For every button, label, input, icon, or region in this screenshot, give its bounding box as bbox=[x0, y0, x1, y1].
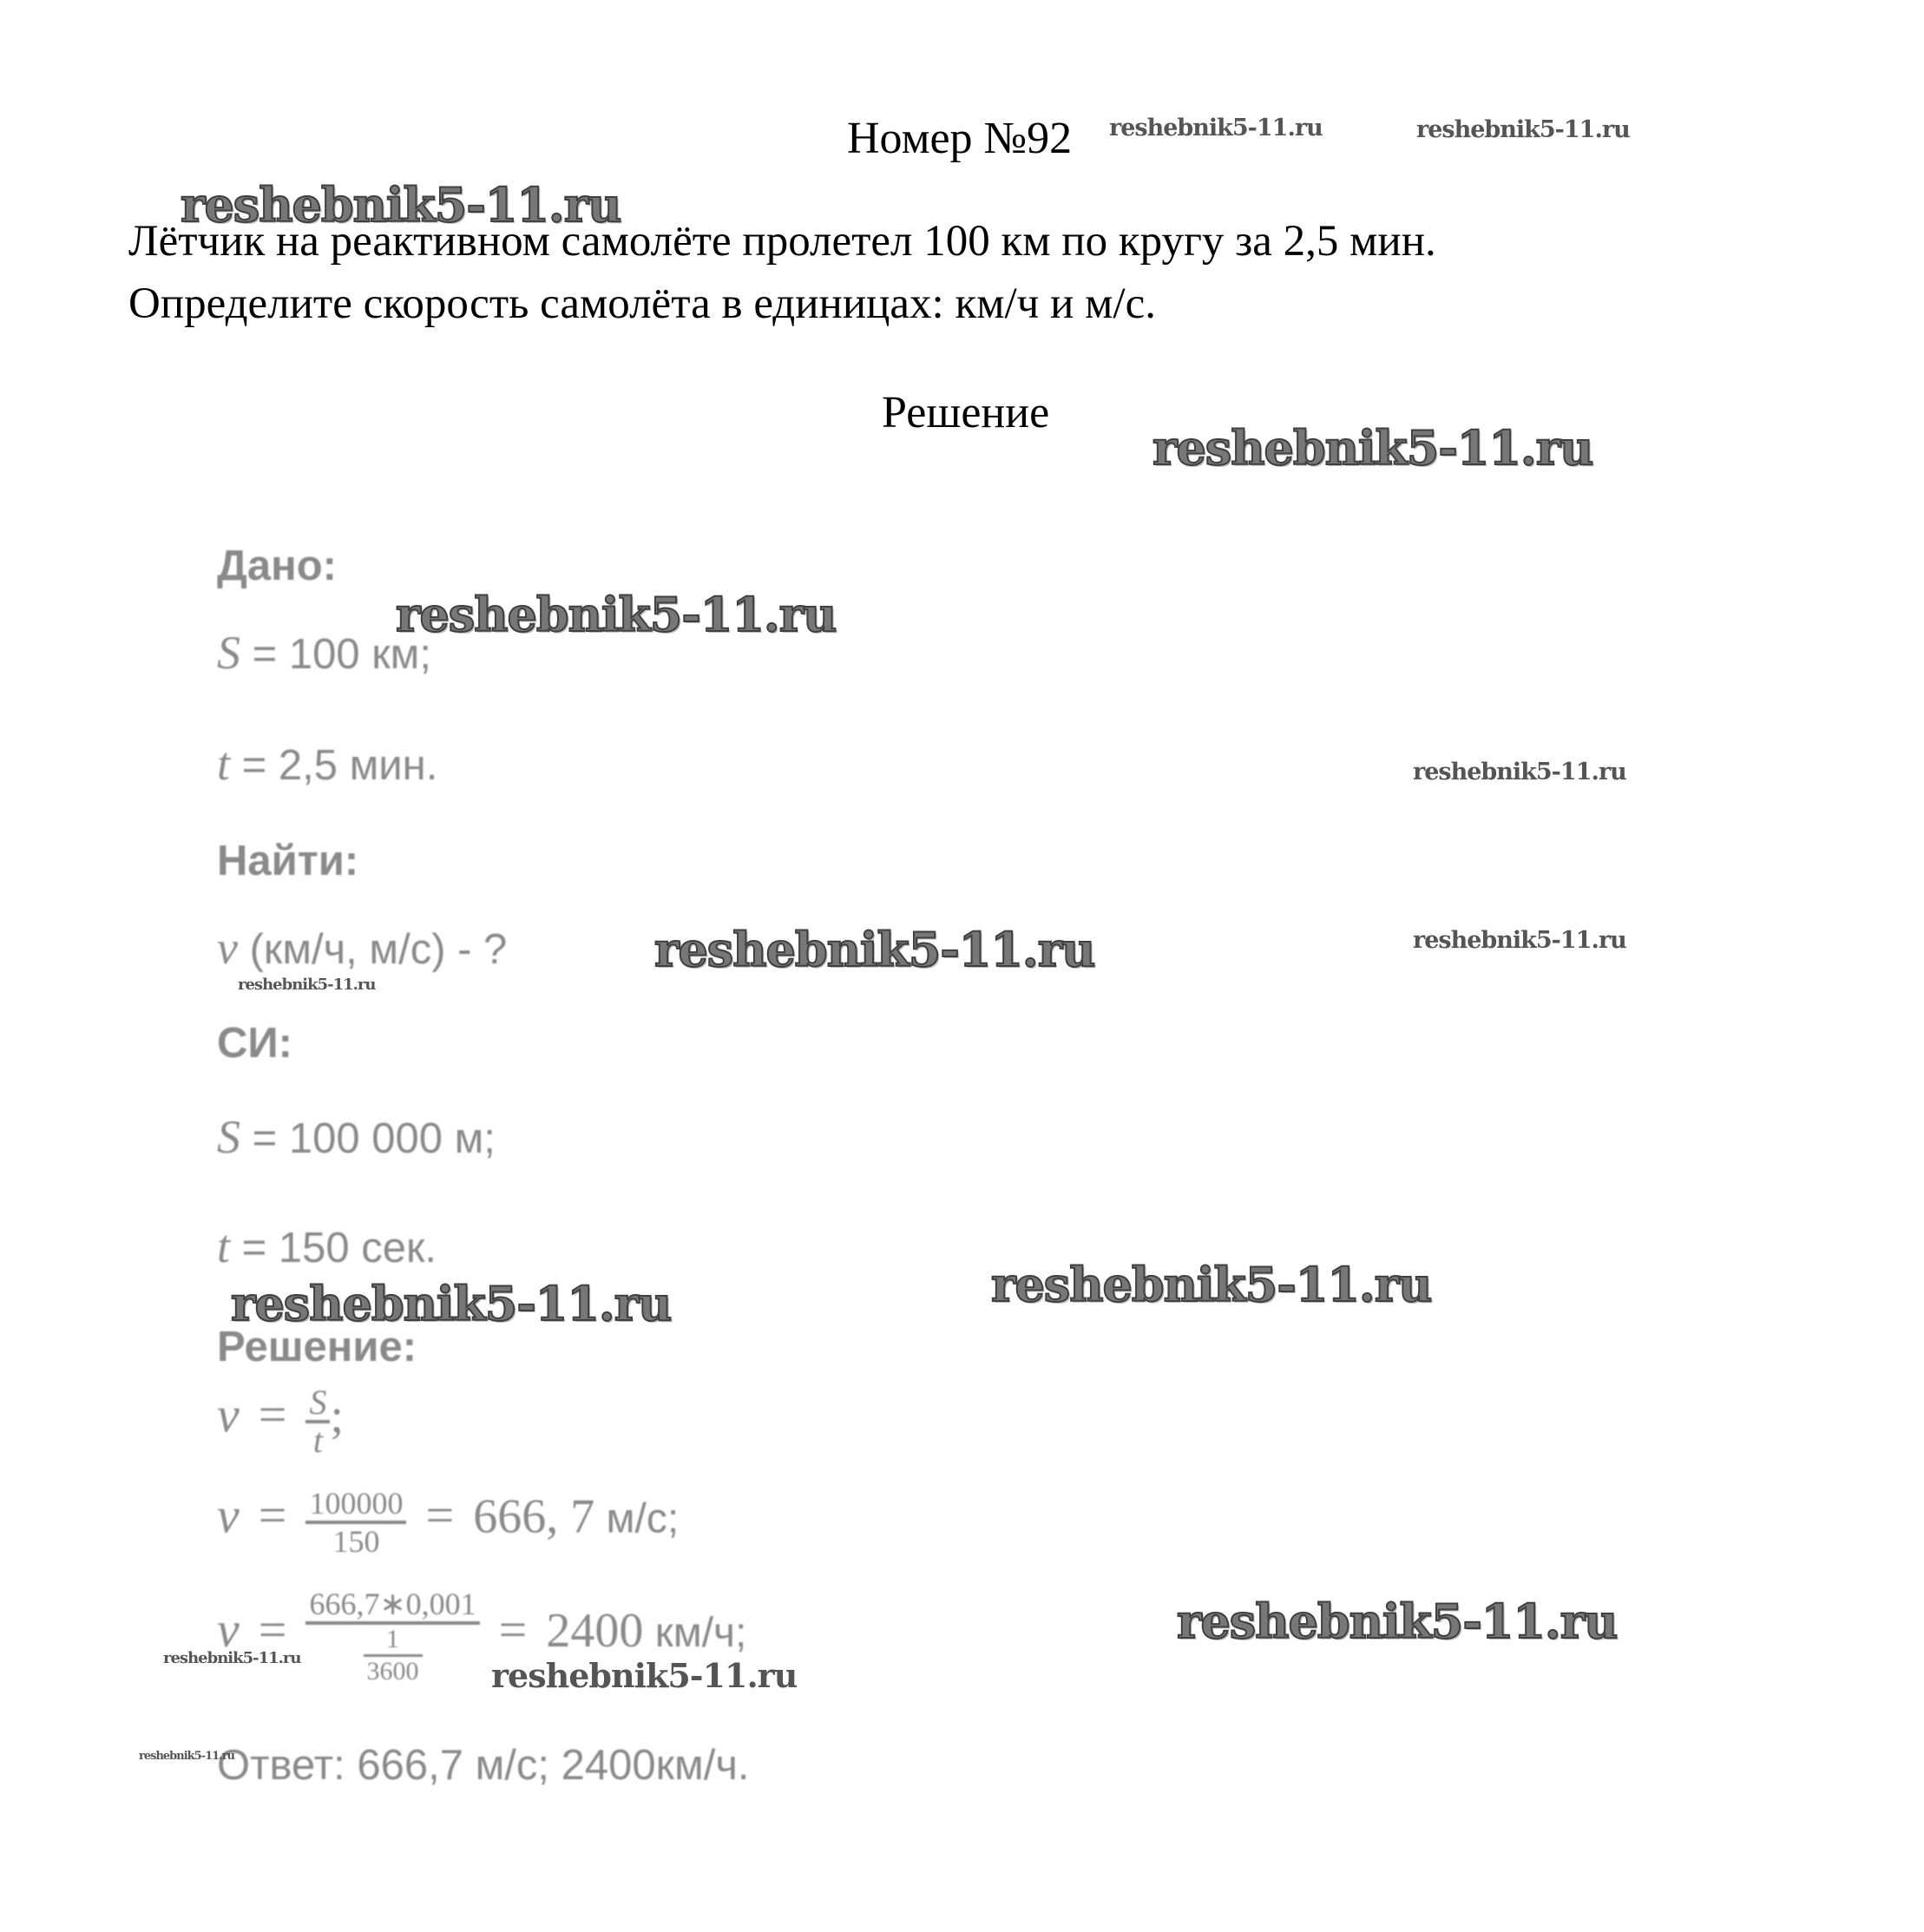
var-t: t bbox=[217, 1220, 231, 1272]
si-distance-value: = 100 000 м; bbox=[240, 1115, 496, 1162]
formula-lhs: v bbox=[217, 1386, 240, 1443]
fraction-numerator: 100000 bbox=[309, 1486, 404, 1521]
solution-heading: Решение bbox=[882, 388, 1050, 437]
fraction bbox=[305, 1587, 479, 1686]
watermark: reshebnik5-11.ru bbox=[238, 976, 376, 994]
si-distance bbox=[217, 1111, 496, 1165]
formula-speed bbox=[217, 1385, 344, 1458]
watermark: reshebnik5-11.ru bbox=[396, 587, 837, 642]
equals-sign: = bbox=[498, 1600, 528, 1658]
watermark: reshebnik5-11.ru bbox=[181, 177, 621, 233]
given-time-value: = 2,5 мин. bbox=[230, 742, 438, 789]
fraction-numerator: 666,7∗0,001 bbox=[309, 1587, 476, 1621]
watermark: reshebnik5-11.ru bbox=[1177, 1594, 1618, 1649]
equals-sign: = bbox=[425, 1487, 455, 1544]
given-distance-value: = 100 км; bbox=[240, 631, 431, 678]
find-label: Найти: bbox=[217, 838, 359, 884]
var-s: S bbox=[217, 1111, 240, 1163]
answer-text: Ответ: 666,7 м/с; 2400км/ч. bbox=[217, 1742, 750, 1789]
fraction-denominator: 150 bbox=[305, 1521, 406, 1559]
watermark: reshebnik5-11.ru bbox=[1413, 759, 1626, 785]
equals-sign: = bbox=[258, 1386, 287, 1443]
fraction bbox=[305, 1385, 330, 1458]
equals-sign: = bbox=[258, 1487, 287, 1544]
watermark: reshebnik5-11.ru bbox=[654, 922, 1095, 977]
formula-tail: ; bbox=[330, 1389, 345, 1443]
si-time-value: = 150 сек. bbox=[230, 1225, 437, 1272]
watermark: reshebnik5-11.ru bbox=[139, 1750, 235, 1763]
nested-fraction-numerator: 1 bbox=[386, 1625, 400, 1653]
watermark: reshebnik5-11.ru bbox=[1152, 420, 1593, 476]
si-time bbox=[217, 1220, 437, 1274]
fraction-denominator bbox=[305, 1621, 479, 1686]
task-text-line-1: Лётчик на реактивном самолёте пролетел 100 км по кругу за 2,5 мин. bbox=[128, 217, 1436, 266]
var-s: S bbox=[217, 627, 240, 679]
formula-result: 666, 7 bbox=[473, 1489, 595, 1544]
watermark: reshebnik5-11.ru bbox=[163, 1649, 301, 1667]
solution-label: Решение: bbox=[217, 1324, 417, 1370]
watermark: reshebnik5-11.ru bbox=[1416, 116, 1630, 143]
watermark: reshebnik5-11.ru bbox=[991, 1257, 1432, 1312]
formula-lhs: v bbox=[217, 1600, 240, 1658]
watermark: reshebnik5-11.ru bbox=[231, 1276, 672, 1331]
fraction bbox=[305, 1486, 406, 1559]
formula-speed-ms bbox=[217, 1486, 679, 1559]
task-text-line-2: Определите скорость самолёта в единицах: км/ч и м/с. bbox=[128, 279, 1156, 328]
formula-unit: км/ч; bbox=[643, 1609, 747, 1656]
watermark: reshebnik5-11.ru bbox=[1109, 115, 1323, 141]
nested-fraction bbox=[364, 1625, 423, 1686]
formula-result: 2400 bbox=[546, 1603, 644, 1658]
equals-sign: = bbox=[258, 1600, 287, 1658]
var-t: t bbox=[217, 738, 231, 790]
given-time bbox=[217, 738, 437, 792]
formula-lhs: v bbox=[217, 1487, 240, 1544]
watermark: reshebnik5-11.ru bbox=[1413, 927, 1626, 954]
find-speed bbox=[217, 922, 507, 976]
watermark: reshebnik5-11.ru bbox=[491, 1656, 798, 1695]
given-label: Дано: bbox=[217, 542, 338, 589]
fraction-numerator: S bbox=[309, 1383, 327, 1422]
nested-fraction-denominator: 3600 bbox=[364, 1654, 423, 1686]
find-speed-value: (км/ч, м/с) - ? bbox=[237, 926, 508, 973]
fraction-denominator: t bbox=[305, 1420, 330, 1458]
page-title: Номер №92 bbox=[847, 114, 1073, 163]
formula-unit: м/с; bbox=[594, 1495, 680, 1542]
var-v: v bbox=[217, 922, 238, 974]
si-label: СИ: bbox=[217, 1020, 292, 1067]
